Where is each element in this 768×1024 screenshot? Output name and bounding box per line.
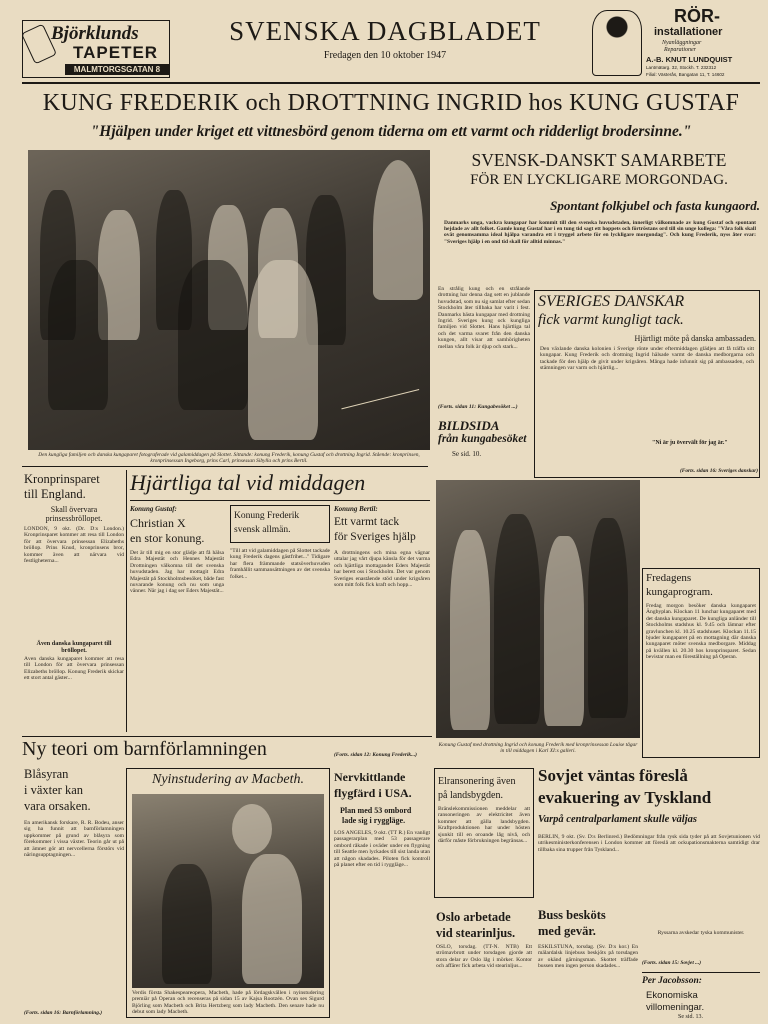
ad-ror-subtitle: installationer xyxy=(654,26,723,38)
ad-ror-addr2: Filial: Västerås, Bangatan 11, T. 14602 xyxy=(646,72,725,77)
ny-teori-ref[interactable]: (Forts. sidan 16: Barnförlamning.) xyxy=(24,1010,103,1016)
col1-body: Det är till mig en stor glädje att få hälsa Edra Majestät och Hennes Majestät Drottningen välkomna till det svenska huvudstaden. Jag har mottagit Edra Majestät på Stockholmsbesöket, både fast nuvarande konung och nu som unga vänner. När jag i dag ser Eders Majestät... xyxy=(130,550,224,595)
fredagens-headline2: kungaprogram. xyxy=(646,586,713,598)
kronprins-headline1: Kronprinsparet xyxy=(24,472,100,486)
elransonering-headline2: på landsbygden. xyxy=(438,790,503,801)
oslo-headline1: Oslo arbetade xyxy=(436,910,511,924)
ny-teori-headline: Ny teori om barnförlamningen xyxy=(22,738,267,760)
masthead-date: Fredagen den 10 oktober 1947 xyxy=(323,50,447,61)
jacobsson-byline: Per Jacobsson: xyxy=(642,976,702,986)
col1-title1: Christian X xyxy=(130,516,186,530)
flygfard-sub1: Plan med 53 ombord xyxy=(340,806,412,815)
ad-brand-line2: TAPETER xyxy=(73,43,159,62)
masthead-rule xyxy=(22,82,760,84)
macbeth-photo xyxy=(132,794,324,988)
flygfard-headline2: flygfärd i USA. xyxy=(334,786,412,800)
col-rule-1 xyxy=(126,470,127,732)
bildsida-title2: från kungabesöket xyxy=(438,433,527,445)
hjartliga-ref[interactable]: (Forts. sidan 12: Konung Frederik...) xyxy=(334,752,417,758)
kronprins-headline2: till England. xyxy=(24,487,86,501)
ryssarna-ref[interactable]: (Forts. sidan 15: Sovjet ...) xyxy=(642,960,701,966)
ad-ror-line1: Nyanläggningar xyxy=(662,40,702,46)
danskar-headline2: fick varmt kungligt tack. xyxy=(538,312,684,328)
col1-title2: en stor konung. xyxy=(130,531,205,545)
sovjet-body: BERLIN, 9 okt. (Sv. D:s Berlinred.) Bedömningar från rysk sida tyder på att Sovjetunionen vid utrikesministerkonferensen i London kommer att föreslå att ockupationsmakterna samtidigt drar tillbaka sina trupper från Tyskland... xyxy=(538,834,760,853)
col3-title2: för Sveriges hjälp xyxy=(334,531,416,543)
bildsida-ref[interactable]: Se sid. 10. xyxy=(452,450,482,458)
ny-teori-sub2: i växter kan xyxy=(24,783,84,797)
kronprins-sub1: Skall övervara xyxy=(50,505,98,514)
sovjet-kicker: Varpå centralparlament skulle väljas xyxy=(538,814,697,825)
ad-ror-addr1: Lantmätarg. 32, Stockh. T. 232312 xyxy=(646,65,717,70)
ny-teori-sub1: Blåsyran xyxy=(24,767,69,781)
ad-brand-line1: Björklunds xyxy=(51,23,139,44)
kronprins-sub3: Även danska kungaparet till bröllopet. xyxy=(36,640,112,654)
danskar-quote: "Ni är ju övervält för jag är." xyxy=(652,440,728,446)
sovjet-headline2: evakuering av Tyskland xyxy=(538,788,712,807)
fredagens-body: Fredag morgon besöker danska kungaparet Ängbyplan. Klockan 11 lunchar kungaparet med det danska kungaparet. De kungliga anländer till Stockholms stadshus kl. 9.45 och lämnar efter gravlunchen kl. 10.25 stadshuset. Klockan 11.15 bjuder kungaparet på en mottagning där danska kungaparet möter svenska medborgare. Middag på kvällen kl. 20.30 hos kronprinsparet. Sedan bevistar man en föreställning på Operan. xyxy=(646,603,756,661)
ny-teori-sub3: vara orsaken. xyxy=(24,799,91,813)
oslo-headline2: vid stearinljus. xyxy=(436,926,516,940)
mid-rule xyxy=(22,466,428,467)
macbeth-headline: Nyinstudering av Macbeth. xyxy=(151,772,305,787)
samarbete-headline1: SVENSK-DANSKT SAMARBETE xyxy=(471,150,727,170)
buss-headline1: Buss besköts xyxy=(538,908,606,922)
danskar-headline1: SVERIGES DANSKAR xyxy=(538,293,685,310)
sovjet-headline1: Sovjet väntas föreslå xyxy=(538,766,688,785)
danskar-kicker: Hjärtligt möte på danska ambassaden. xyxy=(634,334,756,343)
danskar-body: Den växlande danska kolonien i Sverige rönte under eftermiddagen glädjen att få träffa sitt kungapar. Kung Frederik och drottning Ingrid hälsade varmt de danska medborgarna och tackade för den hjälp de givit under krigsåren. Många hade infunnit sig på ambassaden, och stämningen var varm och hjärtlig... xyxy=(540,346,754,372)
gala-caption: Konung Gustaf med drottning Ingrid och konung Frederik med kronprinsessan Louise tågar in till middagen i Karl XI:s galleri. xyxy=(438,742,638,755)
main-subheadline: "Hjälpen under kriget ett vittnesbörd genom tiderna om ett varmt och ridderligt brodersinne." xyxy=(90,123,692,140)
samarbete-headline2: FÖR EN LYCKLIGARE MORGONDAG. xyxy=(470,172,728,188)
ad-ror-installationer xyxy=(590,4,760,80)
col2-title: svensk allmän. xyxy=(234,525,291,535)
ny-teori-body: En amerikansk forskare, R. R. Bodeu, anser sig ha funnit att barnförlamningen uppkommer på grund av blåsyra som förekommer i vissa växter. Teorin går ut på att ämnet gör att nervcellerna förstörs vid näringsupptagningen... xyxy=(24,820,124,859)
danskar-ref[interactable]: (Forts. sidan 16: Sveriges danskar) xyxy=(679,468,758,474)
jacobsson-rule xyxy=(642,972,760,973)
samarbete-ref[interactable]: (Forts. sidan 11: Kungabesöket ...) xyxy=(438,404,518,410)
ryssarna-body: Ryssarna avskedar tyska kommunister. xyxy=(657,930,745,936)
ad-ror-line2: Reparationer xyxy=(664,47,696,53)
ad-ror-company: A.-B. KNUT LUNDQUIST xyxy=(646,55,733,64)
buss-headline2: med gevär. xyxy=(538,924,596,938)
lower-rule xyxy=(22,736,432,737)
col2-byline: Konung Frederik xyxy=(234,511,300,521)
flygfard-headline1: Nervkittlande xyxy=(334,770,406,784)
royal-family-caption: Den kungliga familjen och danska kungaparet fotograferade vid galamiddagen på Slottet. Sittande: konung Frederik, konung Gustaf och drottning Ingrid. Stående: kronprinsen, kronprinsessan Ingeborg, prins Carl, prinsessan Sibylla och prins Bertil. xyxy=(38,452,420,465)
signature-mark xyxy=(337,371,419,410)
kronprins-sub2: prinsessbröllopet. xyxy=(45,514,103,523)
flygfard-body: LOS ANGELES, 9 okt. (TT R.) En vanligt passagerarplan med 53 passagerare ombord råkade i oväder under en flygning till Seattle men lyckades till sist landa utan att någon skadades. Piloten fick kontroll på planet efter en tid i ryggläge... xyxy=(334,830,430,869)
hjartliga-headline: Hjärtliga tal vid middagen xyxy=(130,470,366,495)
bildsida-title1: BILDSIDA xyxy=(438,418,500,433)
buss-body: ESKILSTUNA, torsdag. (Sv. D:s kor.) En mälardalsk linjebuss beskjöts på torsdagen av okänd gärningsman. Skottet träffade bussen men ingen person skadades... xyxy=(538,944,638,970)
fredagens-headline1: Fredagens xyxy=(646,572,692,584)
ad-ror-title: RÖR- xyxy=(674,6,720,26)
samarbete-lead: Danmarks unga, vackra kungapar har kommit till den svenska huvudstaden, innerligt välkomnade av kung Gustaf och spontant hejdade av allt folket. Gamle kung Gustaf har i en tung tid sagt ett hoppets och förtröstans ord till sin unge kollega: "Våra folk skall ovät genomsamma ideal hjälpa varandra ett i tryggel arbete för en lyckligare morgondag". Och kung Frederik, nyss åter svar: "Sveriges hjälp i en ond tid skall för alltid minnas." xyxy=(444,220,756,245)
jacobsson-title2: villomeningar. xyxy=(646,1002,705,1013)
plumber-figure-icon xyxy=(592,10,642,76)
col2-body: "Till att vid galamiddagen på Slottet tackade kung Frederik dagens gästfrihet..." Tidigare har flera främmande statsöverhuvuden framhållit sammansättningen av det svenska folket... xyxy=(230,548,330,580)
jacobsson-ref[interactable]: Se sid. 13. xyxy=(678,1014,704,1020)
kronprins-body2: Även danska kungaparet kommer att resa till London för att övervara prinsessan Elizabeths bröllop. Konung Frederik skickar ett stort antal gäster... xyxy=(24,656,124,682)
col3-body: Å drottningens och mina egna vägnar uttalar jag vårt djupa känsla för det varma och hjärtliga mottagandet Eders Majestät har berett oss i Stockholm. Det var genom Sveriges enastående stöd under krigsåren som mitt folk fick kraft och hopp... xyxy=(334,550,430,589)
kronprins-body: LONDON, 9 okt. (Dr. D:s London.) Kronprinsparet kommer att resa till London för att övervara prinsessan Elizabeths bröllop. Prins Knud, kronprinsens bror, kommer även att närvara vid festligheterna... xyxy=(24,526,124,565)
hjartliga-rule xyxy=(130,500,430,501)
royal-family-photo xyxy=(28,150,430,450)
elransonering-headline1: Elransonering även xyxy=(438,776,516,787)
main-headline: KUNG FREDERIK och DROTTNING INGRID hos KUNG GUSTAF xyxy=(42,90,740,116)
macbeth-caption: Verdis första Shakespeareopera, Macbeth, hade på lördagskvällen i nyinstudering premiär på Operan och recenseras på sidan 15 av Kajsa Rootzén. Ovan ses Sigurd Björling som Macbeth och Brita Hertzberg som lady Macbeth. Den senare hade nu debut som lady Macbeth. xyxy=(132,990,324,1016)
samarbete-kicker: Spontant folkjubel och fasta kungaord. xyxy=(550,198,760,213)
col1-byline: Konung Gustaf: xyxy=(130,505,177,513)
col3-title1: Ett varmt tack xyxy=(334,516,400,528)
flygfard-sub2: lade sig i ryggläge. xyxy=(342,816,406,825)
gala-photo xyxy=(436,480,640,738)
ad-address: MALMTORGSGATAN 8 xyxy=(65,64,169,75)
col3-byline: Konung Bertil: xyxy=(334,505,378,513)
masthead-title: SVENSKA DAGBLADET xyxy=(229,16,541,46)
jacobsson-title1: Ekonomiska xyxy=(646,990,698,1001)
ad-bjorklunds-tapeter xyxy=(22,20,170,78)
oslo-body: OSLO, torsdag. (TT-N. NTB) Ett strömavbrott under torsdagen gjorde att stora delar av Oslo låg i mörker. Kontor och affärer fick arbeta vid stearinljus... xyxy=(436,944,532,970)
elransonering-body: Bränslekommissionen meddelar att ransoneringen av elektricitet även kommer att gälla landsbygden. Kraftproduktionen har under hösten sjunkit till en oroande låg nivå, och därför måste förbrukningen begränsas... xyxy=(438,806,530,845)
samarbete-body: En strålig kung och en strålande drottning har denna dag sett en jublande huvudstad, som nu sig samlat efter sedan Stockholm åter tillbaka har varit i fest. Danmarks bästa kungapar med drottning Ingrid. Sveriges kung ock kungliga familjen vid Slottet. Hans hjärtliga tal och det varma svaret från den danska kungen, allt visar att samhörigheten mellan våra folk är djup och stark... xyxy=(438,286,530,350)
